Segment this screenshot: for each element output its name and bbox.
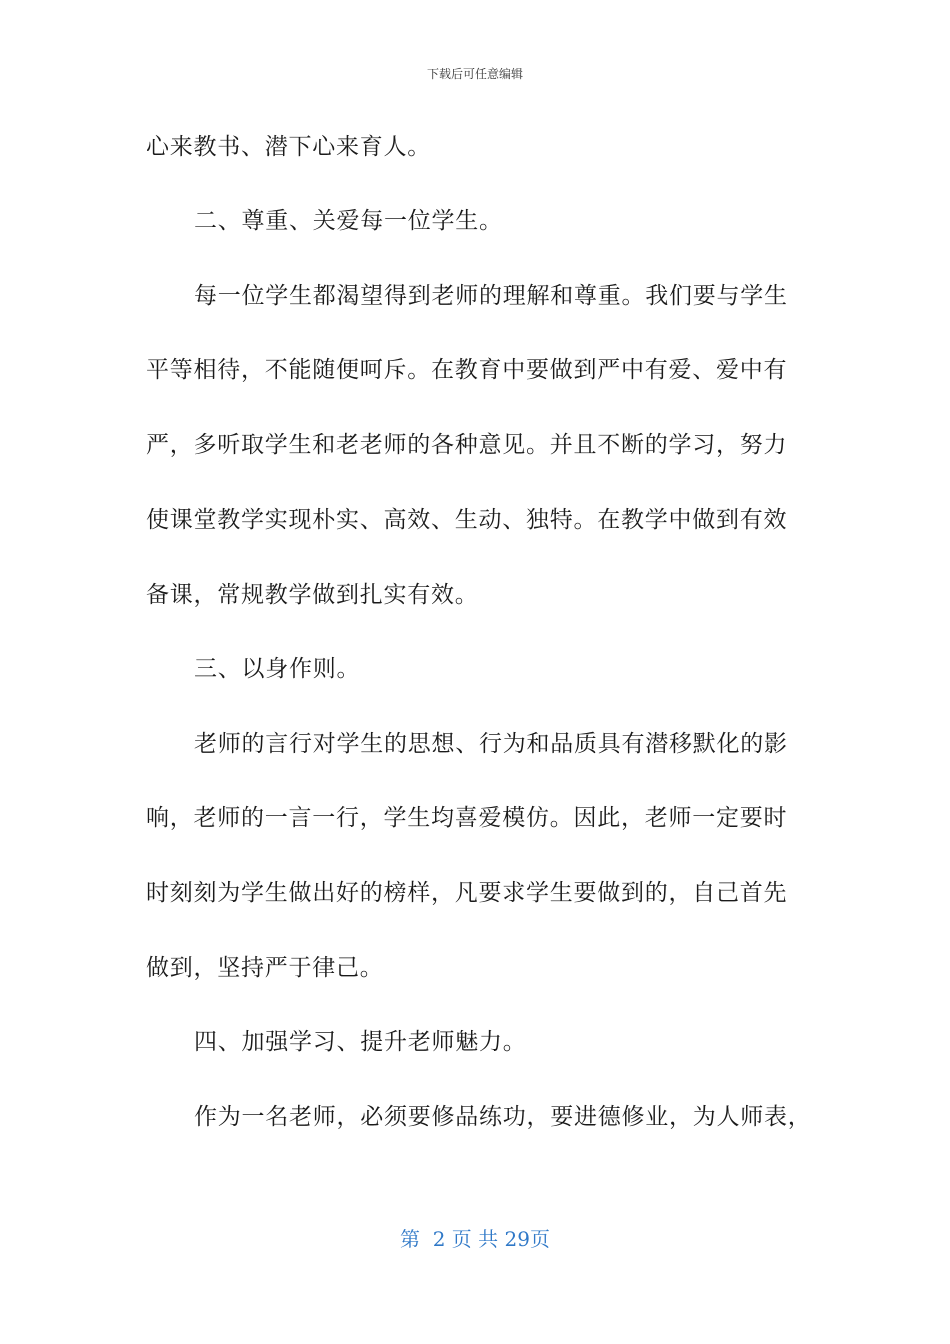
text-line: 响，老师的一言一行，学生均喜爱模仿。因此，老师一定要时 (146, 805, 788, 831)
text-line: 作为一名老师，必须要修品练功，要进德修业，为人师表， (194, 1104, 812, 1130)
text-line: 平等相待，不能随便呵斥。在教育中要做到严中有爱、爱中有 (146, 357, 788, 383)
text-line: 使课堂教学实现朴实、高效、生动、独特。在教学中做到有效 (146, 507, 788, 533)
text-line: 严，多听取学生和老老师的各种意见。并且不断的学习，努力 (146, 432, 788, 458)
text-line: 时刻刻为学生做出好的榜样，凡要求学生要做到的，自己首先 (146, 880, 788, 906)
section-heading: 三、以身作则。 (194, 656, 361, 682)
section-heading: 二、尊重、关爱每一位学生。 (194, 208, 503, 234)
header-note: 下载后可任意编辑 (426, 67, 523, 81)
text-line: 心来教书、潜下心来育人。 (146, 134, 431, 160)
page-number-footer: 第 2 页 共 29页 (400, 1227, 550, 1251)
text-line: 做到，坚持严于律己。 (146, 955, 384, 981)
text-line: 老师的言行对学生的思想、行为和品质具有潜移默化的影 (194, 731, 788, 757)
section-heading: 四、加强学习、提升老师魅力。 (194, 1029, 527, 1055)
text-line: 备课，常规教学做到扎实有效。 (146, 582, 479, 608)
text-line: 每一位学生都渴望得到老师的理解和尊重。我们要与学生 (194, 283, 788, 309)
